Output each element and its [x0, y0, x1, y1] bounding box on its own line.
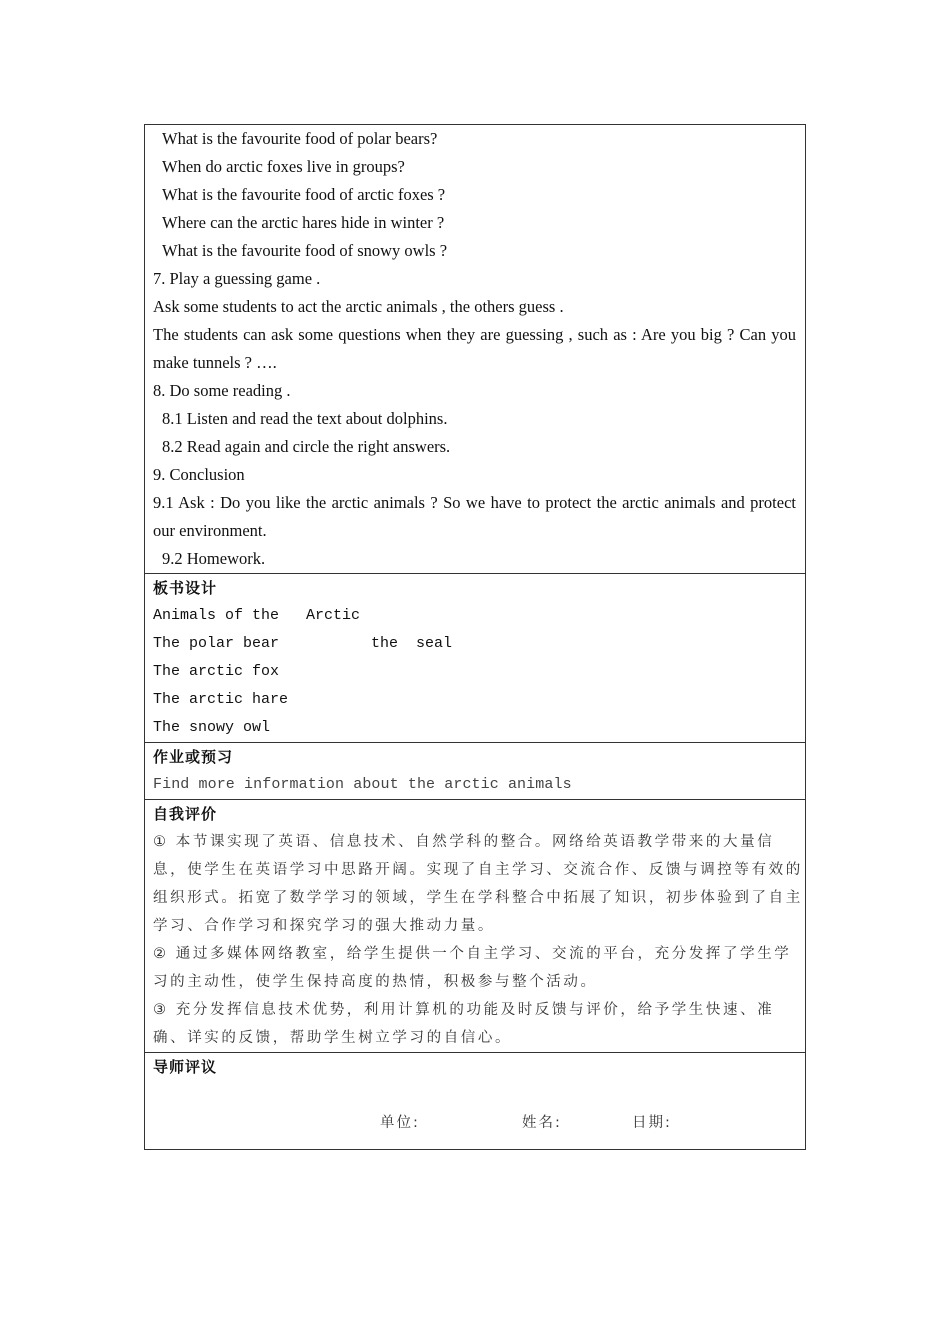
- procedure-cell: [145, 125, 805, 573]
- date-label: 日期:: [632, 1115, 672, 1131]
- step7-title: 7. Play a guessing game .: [153, 269, 321, 288]
- board-item-polar-bear-label: The polar bear: [153, 635, 280, 652]
- question-3: What is the favourite food of arctic foxes ?: [162, 185, 446, 204]
- self-eval-p1-line1: ① 本节课实现了英语、信息技术、自然学科的整合。网络给英语教学带来的大量信: [153, 834, 775, 850]
- step8-1: 8.1 Listen and read the text about dolphins.: [162, 409, 448, 428]
- board-item-seal-label: the seal: [371, 635, 453, 652]
- unit-label: 单位:: [380, 1115, 420, 1131]
- name-label: 姓名:: [522, 1115, 562, 1131]
- board-title: Animals of the Arctic: [153, 607, 361, 624]
- mentor-blank-line: [153, 1081, 796, 1109]
- board-item-polar-bear: [153, 630, 796, 658]
- lesson-plan-table: [144, 124, 806, 1150]
- step9-title: 9. Conclusion: [153, 465, 245, 484]
- self-eval-p2-line2: 习的主动性，使学生保持高度的热情，积极参与整个活动。: [153, 974, 598, 990]
- step9-1: 9.1 Ask : Do you like the arctic animals ? So we have to protect the arctic animals and protect our environment.: [153, 493, 796, 540]
- self-eval-p3-line2: 确、详实的反馈，帮助学生树立学习的自信心。: [153, 1030, 513, 1046]
- self-eval-heading: 自我评价: [153, 805, 218, 823]
- signature-row: [153, 1109, 796, 1137]
- homework-text: Find more information about the arctic animals: [153, 776, 572, 793]
- self-eval-p1-line4: 学习、合作学习和探究学习的强大推动力量。: [153, 918, 495, 934]
- self-eval-p1-line3: 组织形式。拓宽了数学学习的领域，学生在学科整合中拓展了知识，初步体验到了自主: [153, 890, 803, 906]
- self-eval-p2-line1: ② 通过多媒体网络教室，给学生提供一个自主学习、交流的平台，充分发挥了学生学: [153, 946, 792, 962]
- mentor-heading: 导师评议: [153, 1058, 218, 1076]
- self-eval-p1-line2: 息，使学生在英语学习中思路开阔。实现了自主学习、交流合作、反馈与调控等有效的: [153, 862, 803, 878]
- question-1: What is the favourite food of polar bears?: [162, 129, 438, 148]
- mentor-comment-cell: [145, 1052, 805, 1149]
- board-design-cell: [145, 573, 805, 742]
- self-eval-p3-line1: ③ 充分发挥信息技术优势，利用计算机的功能及时反馈与评价，给予学生快速、准: [153, 1002, 775, 1018]
- step7-line2: The students can ask some questions when they are guessing , such as : Are you big ? Can you make tunnels ? ….: [153, 325, 796, 372]
- step8-title: 8. Do some reading .: [153, 381, 291, 400]
- question-5: What is the favourite food of snowy owls ?: [162, 241, 448, 260]
- step9-2: 9.2 Homework.: [162, 549, 266, 568]
- board-item-arctic-fox: The arctic fox: [153, 663, 280, 680]
- step8-2: 8.2 Read again and circle the right answers.: [162, 437, 451, 456]
- homework-heading: 作业或预习: [153, 748, 234, 766]
- board-heading: 板书设计: [153, 579, 218, 597]
- board-item-arctic-hare: The arctic hare: [153, 691, 289, 708]
- step7-line1: Ask some students to act the arctic animals , the others guess .: [153, 297, 564, 316]
- homework-cell: [145, 742, 805, 799]
- board-item-snowy-owl: The snowy owl: [153, 719, 271, 736]
- question-2: When do arctic foxes live in groups?: [162, 157, 405, 176]
- self-evaluation-cell: [145, 799, 805, 1052]
- question-4: Where can the arctic hares hide in winter ?: [162, 213, 445, 232]
